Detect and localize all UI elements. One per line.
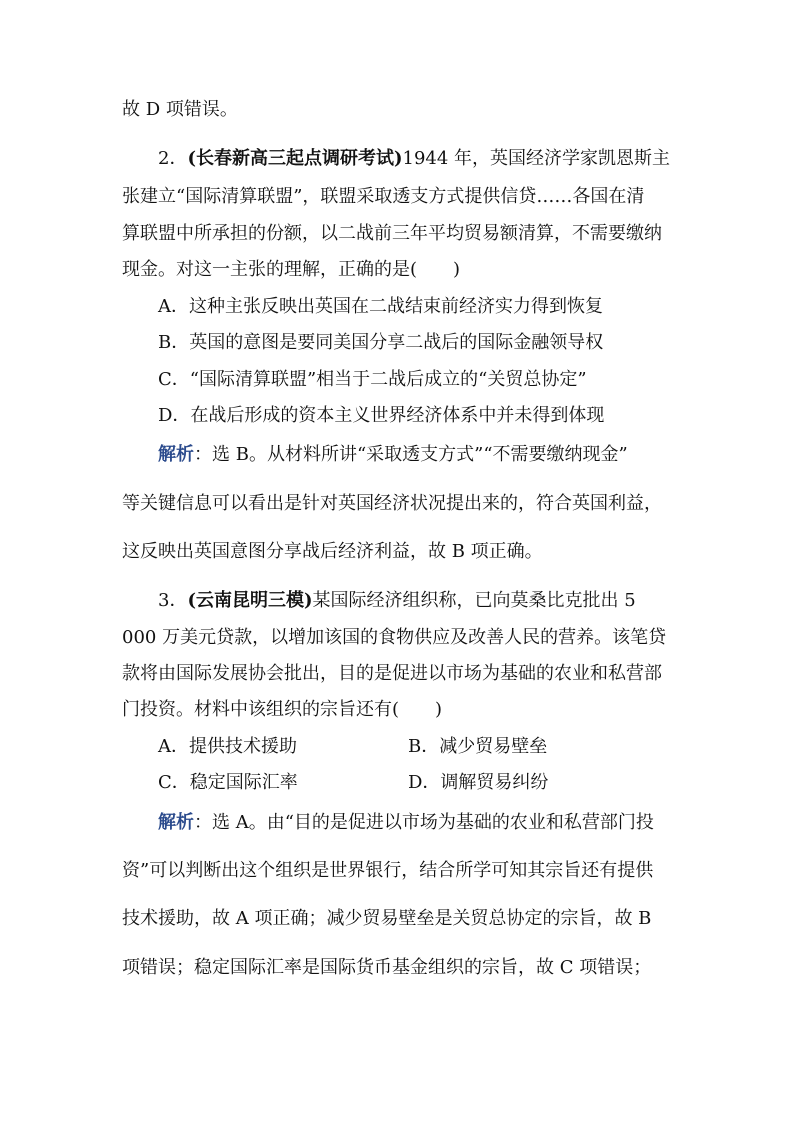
q3-option-d: D．调解贸易纠纷 [408, 772, 549, 793]
q2-option-b: B．英国的意图是要同美国分享二战后的国际金融领导权 [158, 332, 604, 353]
q3-stem-line-1 [158, 589, 718, 613]
q2-analysis-text: ：选 B。从材料所讲“采取透支方式”“不需要缴纳现金” [194, 444, 628, 465]
q2-option-c: C．“国际清算联盟”相当于二战后成立的“关贸总协定” [158, 369, 587, 390]
q3-stem-line-2: 000 万美元贷款，以增加该国的食物供应及改善人民的营养。该笔贷 [122, 627, 667, 648]
q3-analysis-text: ：选 A。由“目的是促进以市场为基础的农业和私营部门投 [194, 812, 654, 833]
q3-analysis-line-3: 技术援助，故 A 项正确；减少贸易壁垒是关贸总协定的宗旨，故 B [122, 908, 652, 929]
q3-analysis-line-2: 资”可以判断出这个组织是世界银行，结合所学可知其宗旨还有提供 [122, 860, 654, 881]
q3-number: 3． [158, 590, 188, 611]
q2-option-d: D．在战后形成的资本主义世界经济体系中并未得到体现 [158, 405, 605, 426]
q2-number: 2． [158, 148, 188, 169]
q3-stem-text: 某国际经济组织称，已向莫桑比克批出 5 [312, 590, 636, 611]
q2-analysis-line-1 [158, 443, 718, 467]
q3-analysis-line-1 [158, 811, 718, 835]
q2-stem-text: 1944 年，英国经济学家凯恩斯主 [402, 148, 671, 169]
q3-option-c: C．稳定国际汇率 [158, 772, 298, 793]
q2-analysis-line-3: 这反映出英国意图分享战后经济利益，故 B 项正确。 [122, 541, 543, 562]
q3-source: (云南昆明三模) [187, 590, 313, 611]
intro-line: 故 D 项错误。 [122, 99, 238, 120]
q2-analysis-line-2: 等关键信息可以看出是针对英国经济状况提出来的，符合英国利益， [122, 493, 662, 514]
q3-analysis-label: 解析 [158, 812, 194, 833]
q3-stem-line-4: 门投资。材料中该组织的宗旨还有( ) [122, 699, 443, 720]
q2-analysis-label: 解析 [158, 444, 194, 465]
q2-stem-line-4: 现金。对这一主张的理解，正确的是( ) [122, 259, 461, 280]
q3-analysis-line-4: 项错误；稳定国际汇率是国际货币基金组织的宗旨，故 C 项错误； [122, 957, 652, 978]
q2-source: (长春新高三起点调研考试) [187, 148, 403, 169]
q2-option-a: A．这种主张反映出英国在二战结束前经济实力得到恢复 [158, 296, 603, 317]
q3-option-b: B．减少贸易壁垒 [408, 736, 548, 757]
q3-stem-line-3: 款将由国际发展协会批出，目的是促进以市场为基础的农业和私营部 [122, 663, 662, 684]
q2-stem-line-2: 张建立“国际清算联盟”，联盟采取透支方式提供信贷……各国在清 [122, 186, 645, 207]
q3-option-a: A．提供技术援助 [158, 736, 297, 757]
q2-stem-line-3: 算联盟中所承担的份额，以二战前三年平均贸易额清算，不需要缴纳 [122, 223, 662, 244]
q2-stem-line-1 [158, 147, 718, 171]
